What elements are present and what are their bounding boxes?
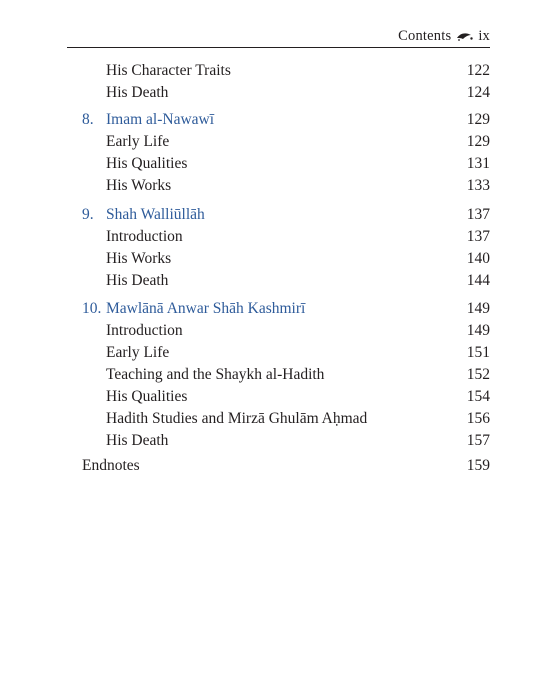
toc-entry-title: Introduction [106,228,183,245]
toc-chapter-10[interactable] [0,298,553,320]
toc-entry[interactable] [0,153,553,175]
toc-entry-page: 129 [466,133,490,150]
toc-entry-title: His Death [106,272,169,289]
toc-entry-title: His Death [106,84,169,101]
toc-entry-page: 137 [466,228,490,245]
chapter-title: Shah Walliūllāh [106,206,205,223]
toc-entry-title: His Works [106,177,172,194]
toc-entry-title: His Death [106,432,169,449]
toc-entry[interactable] [0,175,553,197]
toc-entry-page: 152 [466,366,490,383]
toc-entry-title: Endnotes [82,457,140,474]
toc-entry[interactable] [0,60,553,82]
toc-entry[interactable] [0,82,553,104]
toc-entry[interactable] [0,226,553,248]
toc-entry-page: 159 [466,457,490,474]
chapter-number: 8. [82,111,94,128]
toc-entry[interactable] [0,342,553,364]
toc-entry-page: 154 [466,388,490,405]
toc-entry-title: Introduction [106,322,183,339]
chapter-title: Mawlānā Anwar Shāh Kashmirī [106,300,306,317]
toc-entry[interactable] [0,270,553,292]
toc-entry-page: 140 [466,250,490,267]
running-title: Contents [398,27,452,44]
toc-entry[interactable] [0,430,553,452]
toc-entry-page: 131 [466,155,490,172]
toc-entry-page: 133 [466,177,490,194]
toc-entry-title: Early Life [106,344,170,361]
toc-entry-title: Early Life [106,133,170,150]
toc-entry[interactable] [0,386,553,408]
toc-entry[interactable] [0,131,553,153]
toc-entry-page: 137 [466,206,490,223]
header-rule [67,47,490,48]
toc-entry[interactable] [0,364,553,386]
toc-chapter-8[interactable] [0,109,553,131]
chapter-number: 9. [82,206,94,223]
toc-entry-page: 129 [466,111,490,128]
toc-entry-title: His Works [106,250,172,267]
toc-entry-page: 122 [466,62,490,79]
toc-entry-page: 156 [466,410,490,427]
toc-chapter-9[interactable] [0,204,553,226]
chapter-number: 10. [82,300,102,317]
toc-entry-page: 149 [466,300,490,317]
chapter-title: Imam al-Nawawī [106,111,215,128]
toc-entry-title: Hadith Studies and Mirzā Ghulām Aḥmad [106,410,368,427]
toc-entry-title: His Qualities [106,155,188,172]
toc-entry[interactable] [0,248,553,270]
toc-entry-title: His Character Traits [106,62,231,79]
toc-entry-page: 157 [466,432,490,449]
toc-entry-page: 151 [466,344,490,361]
toc-entry-title: His Qualities [106,388,188,405]
running-header [67,26,490,46]
toc-entry-page: 124 [466,84,490,101]
toc-entry-title: Teaching and the Shaykh al-Hadith [106,366,325,383]
page-number: ix [478,27,490,44]
leaf-ornament-icon [456,31,474,41]
toc-entry[interactable] [0,408,553,430]
toc-entry-endnotes[interactable] [0,455,553,477]
toc-entry-page: 144 [466,272,490,289]
toc-entry[interactable] [0,320,553,342]
toc-entry-page: 149 [466,322,490,339]
